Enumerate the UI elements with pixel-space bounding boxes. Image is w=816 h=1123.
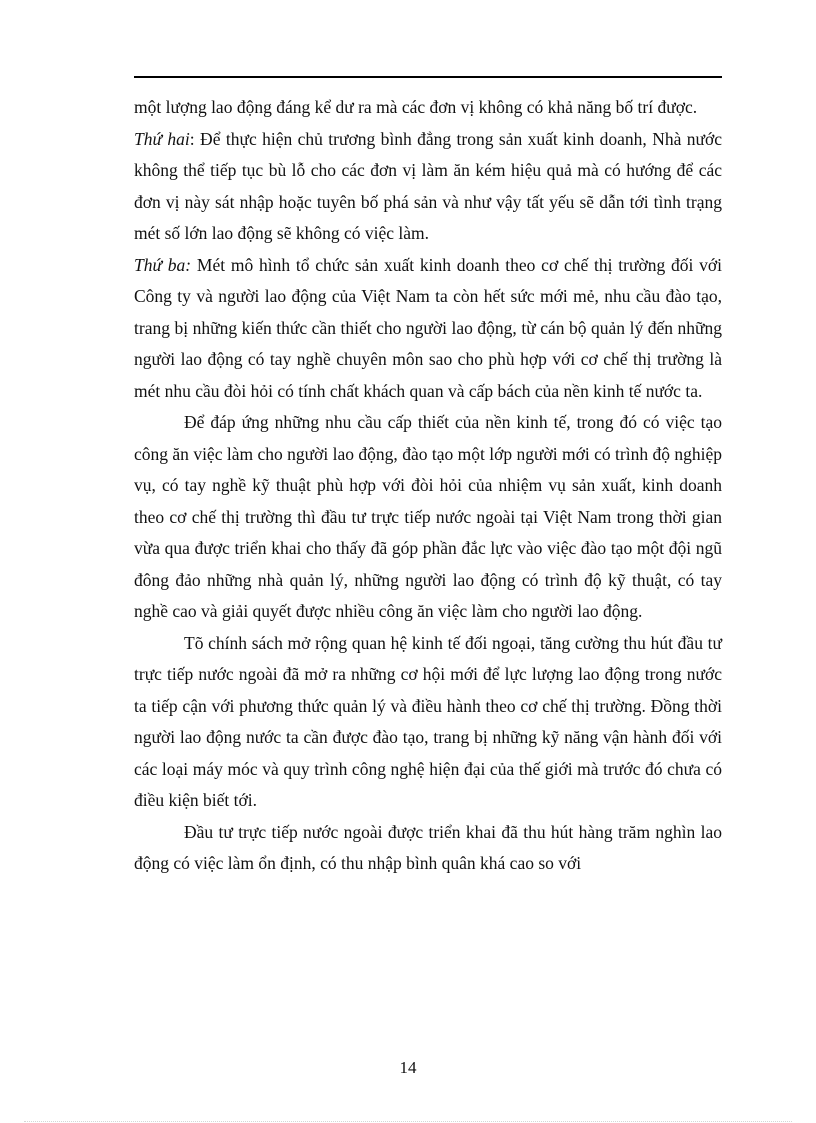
- paragraph-text: Đầu tư trực tiếp nước ngoài được triển khai đã thu hút hàng trăm nghìn lao động có việc làm ổn định, có thu nhập bình quân khá cao so với: [134, 821, 722, 873]
- page-number: 14: [399, 1058, 417, 1077]
- paragraph-text: Để đáp ứng những nhu cầu cấp thiết của nền kinh tế, trong đó có việc tạo công ăn việc làm cho người lao động, đào tạo một lớp người mới có trình độ nghiệp vụ, có tay nghề kỹ thuật phù hợp với đòi hỏi của nhiệm vụ sản xuất, kinh doanh theo cơ chế thị trường thì đầu tư trực tiếp nước ngoài tại Việt Nam trong thời gian vừa qua được triển khai cho thấy đã góp phần đắc lực vào việc đào tạo một đội ngũ đông đảo những nhà quản lý, những người lao động có trình độ kỹ thuật, có tay nghề cao và giải quyết được nhiều công ăn việc làm cho người lao động.: [134, 412, 722, 621]
- paragraph-lead: Thứ hai: [134, 128, 190, 149]
- paragraph-policy: [134, 628, 722, 817]
- header-rule: [134, 76, 722, 78]
- paragraph-thu-ba: [134, 250, 722, 408]
- paragraph-lead: Thứ ba:: [134, 254, 192, 275]
- paragraph-thu-hai: [134, 124, 722, 250]
- page-bottom-border: [24, 1121, 792, 1122]
- paragraph-workforce-needs: [134, 407, 722, 628]
- paragraph-text: Tõ chính sách mở rộng quan hệ kinh tế đối ngoại, tăng cường thu hút đầu tư trực tiếp nước ngoài đã mở ra những cơ hội mới để lực lượng lao động trong nước ta tiếp cận với phương thức quản lý và điều hành theo cơ chế thị trường. Đồng thời người lao động nước ta cần được đào tạo, trang bị những kỹ năng vận hành đối với các loại máy móc và quy trình công nghệ hiện đại của thế giới mà trước đó chưa có điều kiện biết tới.: [134, 632, 722, 810]
- paragraph-text: : Để thực hiện chủ trương bình đẳng trong sản xuất kinh doanh, Nhà nước không thể tiếp tục bù lỗ cho các đơn vị làm ăn kém hiệu quả mà có hướng để các đơn vị này sát nhập hoặc tuyên bố phá sản và như vậy tất yếu sẽ dẫn tới tình trạng mét số lớn lao động sẽ không có việc làm.: [134, 128, 723, 243]
- paragraph-text: Mét mô hình tổ chức sản xuất kinh doanh theo cơ chế thị trường đối với Công ty và người lao động của Việt Nam ta còn hết sức mới mẻ, nhu cầu đào tạo, trang bị những kiến thức cần thiết cho người lao động, từ cán bộ quản lý đến những người lao động có tay nghề chuyên môn sao cho phù hợp với cơ chế thị trường là mét nhu cầu đòi hỏi có tính chất khách quan và cấp bách của nền kinh tế nước ta.: [134, 254, 723, 401]
- document-body: [134, 92, 722, 880]
- paragraph-text: một lượng lao động đáng kể dư ra mà các đơn vị không có khả năng bố trí được.: [134, 97, 698, 117]
- paragraph-continuation: [134, 92, 722, 124]
- paragraph-fdi-jobs: [134, 817, 722, 880]
